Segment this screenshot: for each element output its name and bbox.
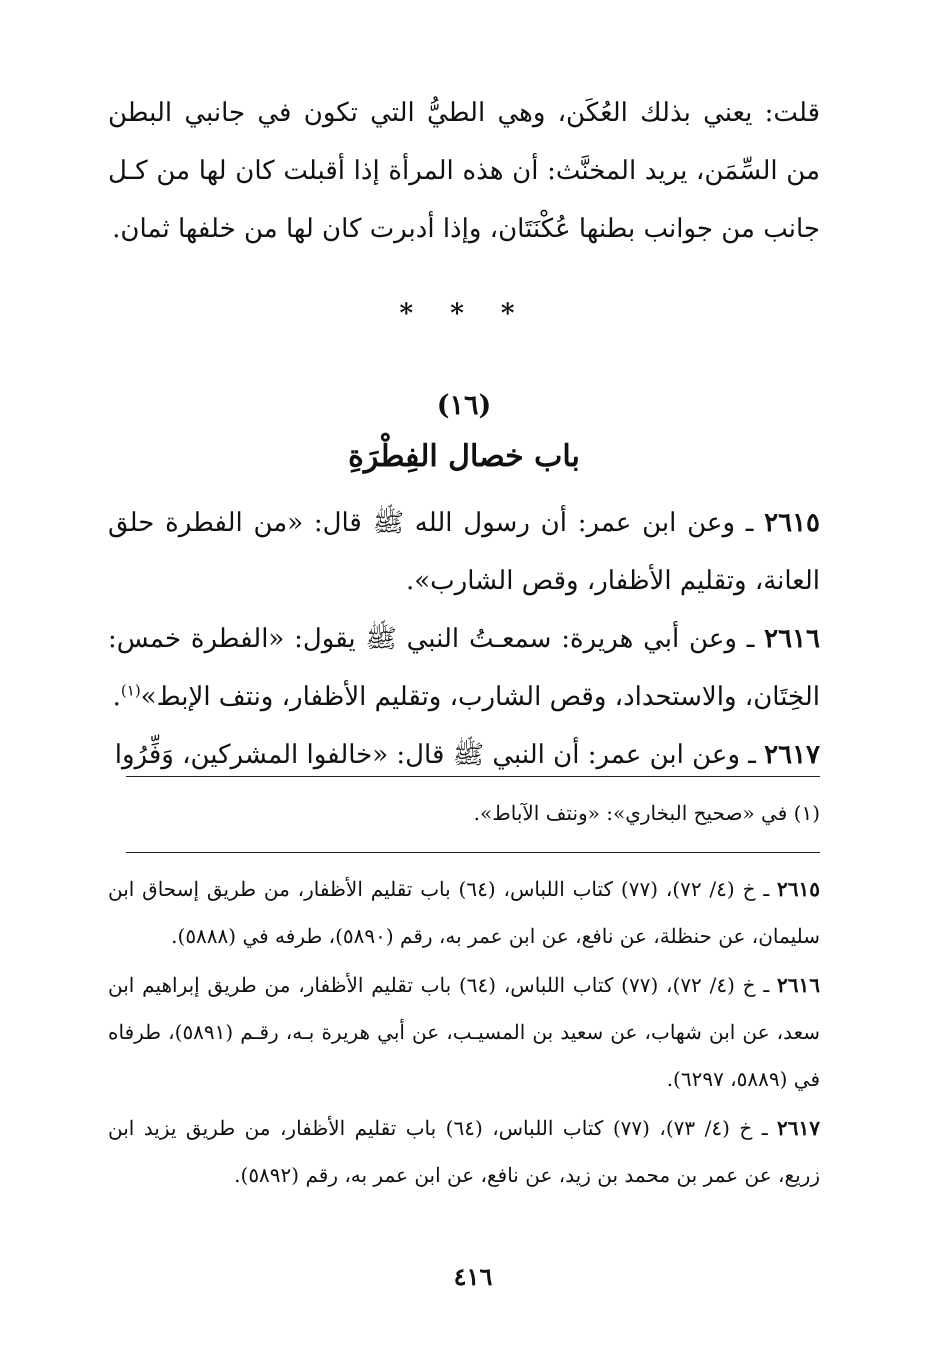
reference-2616 <box>108 962 820 1103</box>
hadith-text: ـ وعن أبي هريرة: سمعـتُ النبي ﷺ يقول: «الفطرة خمس: الخِتَان، والاستحداد، وقص الشارب، وتقليم الأظفار، ونتف الإبط» <box>108 624 820 712</box>
main-text <box>108 84 820 784</box>
hadith-text: ـ وعن ابن عمر: أن رسول الله ﷺ قال: «من الفطرة حلق العانة، وتقليم الأظفار، وقص الشارب». <box>108 508 820 596</box>
footnote-marker[interactable]: (١) <box>120 681 141 700</box>
reference-number: ٢٦١٥ <box>777 877 820 901</box>
section-separator: * * * <box>399 299 529 329</box>
hadith-text: ـ وعن ابن عمر: أن النبي ﷺ قال: «خالفوا المشركين، وَفِّرُوا <box>114 740 765 770</box>
reference-number: ٢٦١٧ <box>777 1116 820 1140</box>
footnote-text: في «صحيح البخاري»: «ونتف الآباط». <box>473 801 788 825</box>
hadith-number: ٢٦١٧ <box>764 740 820 770</box>
chapter-title: باب خصال الفِطْرَةِ <box>348 439 580 474</box>
footnote-number: (١) <box>793 801 820 825</box>
reference-2617 <box>108 1105 820 1199</box>
footnote <box>108 793 820 833</box>
reference-text: ـ خ (٤/ ٧٢)، (٧٧) كتاب اللباس، (٦٤) باب تقليم الأظفار، من طريق إسحاق ابن سليمان، عن حنظلة، عن نافع، عن ابن عمر به، رقم (٥٨٩٠)، طرفه في (٥٨٨٨). <box>108 877 820 948</box>
reference-text: ـ خ (٤/ ٧٣)، (٧٧) كتاب اللباس، (٦٤) باب تقليم الأظفار، من طريق يزيد ابن زريع، عن عمر بن محمد بن زيد، عن نافع، عن ابن عمر به، رقم (٥٨٩٢). <box>108 1116 820 1187</box>
hadith-number: ٢٦١٦ <box>764 624 820 654</box>
reference-number: ٢٦١٦ <box>777 973 820 997</box>
hadith-number: ٢٦١٥ <box>764 508 820 538</box>
references-divider <box>126 852 820 853</box>
reference-2615 <box>108 866 820 960</box>
page-number: ٤١٦ <box>453 1262 493 1291</box>
hadith-2616: ٢٦١٦ ـ وعن أبي هريرة: سمعـتُ النبي ﷺ يقول: «الفطرة خمس: الخِتَان، والاستحداد، وقص الشارب، وتقليم الأظفار، ونتف الإبط»$^{(١)}$. <box>108 624 820 712</box>
reference-text: ـ خ (٤/ ٧٢)، (٧٧) كتاب اللباس، (٦٤) باب تقليم الأظفار، من طريق إبراهيم ابن سعد، عن ابن شهاب، عن سعيد بن المسيـب، عن أبي هريرة بـه، رقـم (٥٨٩١)، طرفاه في (٥٨٨٩، ٦٢٩٧). <box>108 973 820 1091</box>
footnote-divider <box>126 776 820 777</box>
chapter-number: (١٦) <box>436 390 492 421</box>
hadith-2615 <box>108 494 820 610</box>
source-references <box>108 866 820 1201</box>
intro-paragraph: قلت: يعني بذلك العُكَن، وهي الطيُّ التي تكون في جانبي البطن من السِّمَن، يريد المخنَّث: أن هذه المرأة إذا أقبلت كان لها من كـل جانب من جوانب بطنها عُكْنَتَان، وإذا أدبرت كان لها من خلفها ثمان. <box>108 98 820 244</box>
